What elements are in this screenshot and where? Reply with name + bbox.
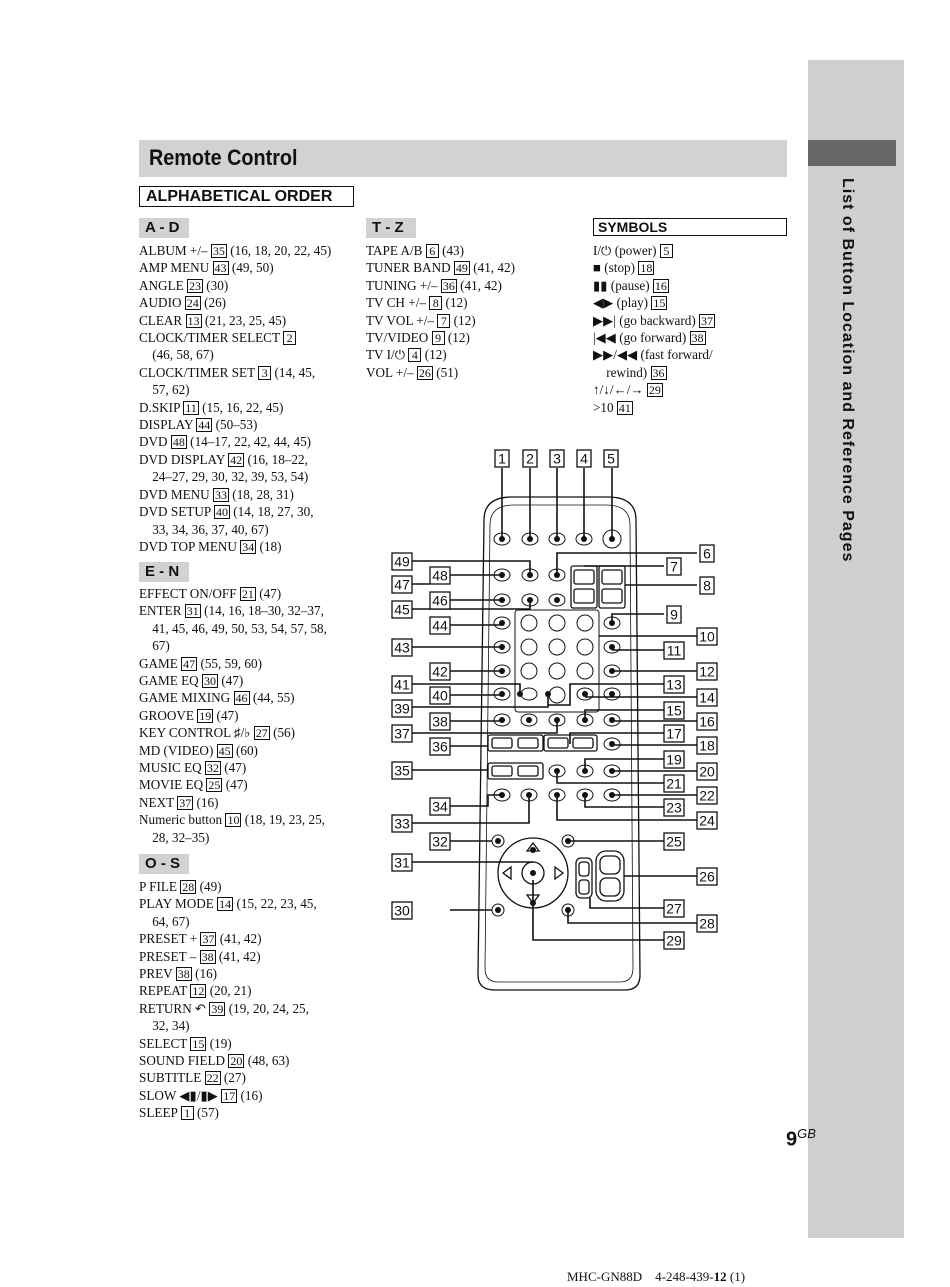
callout-number: 40 (432, 687, 448, 704)
index-entry: (46, 58, 67) (139, 347, 214, 363)
index-entry: ALBUM +/– 35 (16, 18, 20, 22, 45) (139, 243, 332, 258)
index-entry: TV I/⏻ 4 (12) (366, 347, 447, 363)
index-entry: PRESET + 37 (41, 42) (139, 931, 262, 947)
callout-number: 29 (666, 932, 682, 949)
index-entry: ↑/↓/←/→ 29 (593, 382, 661, 398)
index-entry: 64, 67) (139, 913, 190, 929)
index-entry: SLOW ◀▮/▮▶ 17 (16) (139, 1087, 263, 1103)
index-entry: CLOCK/TIMER SET 3 (14, 45, (139, 364, 316, 380)
callout-number: 31 (394, 854, 410, 871)
page-title: Remote Control (149, 145, 298, 170)
index-entry: 32, 34) (139, 1018, 190, 1034)
index-entry: SOUND FIELD 20 (48, 63) (139, 1053, 290, 1069)
index-entry: DVD MENU 33 (18, 28, 31) (139, 486, 294, 502)
callout-number: 49 (394, 553, 410, 570)
callout-number: 35 (394, 762, 410, 779)
index-entry: I/⏻ (power) 5 (593, 242, 715, 259)
index-entry: KEY CONTROL ♯/♭ 27 (56) (139, 725, 296, 741)
index-entry: >10 41 (593, 399, 631, 415)
index-entry: DISPLAY 44 (50–53) (139, 417, 258, 433)
index-entry: MOVIE EQ 25 (47) (139, 777, 248, 793)
index-entry: EFFECT ON/OFF 21 (47) (139, 586, 282, 601)
sidebar-vertical-label: List of Button Location and Reference Pages (839, 178, 856, 563)
callout-number: 18 (699, 737, 715, 754)
callout-number: 12 (699, 663, 715, 680)
index-entry: RETURN ↶ 39 (19, 20, 24, 25, (139, 1000, 309, 1016)
callout-number: 14 (699, 689, 715, 706)
index-entry: 41, 45, 46, 49, 50, 53, 54, 57, 58, (139, 620, 327, 636)
index-entry: VOL +/– 26 (51) (366, 364, 459, 380)
index-entry: DVD SETUP 40 (14, 18, 27, 30, (139, 504, 314, 520)
callout-number: 17 (666, 725, 682, 742)
callout-number: 10 (699, 628, 715, 645)
section-heading-e-n: E - N (139, 562, 189, 582)
callout-number: 32 (432, 833, 448, 850)
callout-number: 25 (666, 833, 682, 850)
callout-number: 15 (666, 702, 682, 719)
callout-number: 26 (699, 868, 715, 885)
index-entry: TV VOL +/– 7 (12) (366, 312, 476, 328)
callout-number: 38 (432, 713, 448, 730)
callout-number: 1 (498, 450, 506, 467)
index-entry: TV/VIDEO 9 (12) (366, 330, 470, 346)
callout-number: 9 (670, 606, 678, 623)
callout-number: 13 (666, 676, 682, 693)
callout-number: 2 (526, 450, 534, 467)
callout-number: 43 (394, 639, 410, 656)
index-entry: REPEAT 12 (20, 21) (139, 983, 252, 999)
index-entry: ■ (stop) 18 (593, 260, 653, 276)
index-entry: P FILE 28 (49) (139, 879, 222, 894)
alphabetical-order-heading: ALPHABETICAL ORDER (139, 186, 354, 207)
index-entry: GAME EQ 30 (47) (139, 673, 244, 689)
callout-number: 48 (432, 567, 448, 584)
index-entry: SLEEP 1 (57) (139, 1105, 219, 1121)
callout-number: 36 (432, 738, 448, 755)
callout-number: 33 (394, 815, 410, 832)
callout-number: 6 (703, 545, 711, 562)
index-entry: CLEAR 13 (21, 23, 25, 45) (139, 312, 287, 328)
callout-number: 34 (432, 798, 448, 815)
index-entry: 28, 32–35) (139, 829, 210, 845)
symbols-heading: SYMBOLS (593, 218, 787, 236)
callout-number: 27 (666, 900, 682, 917)
callout-number: 19 (666, 751, 682, 768)
section-heading-o-s: O - S (139, 854, 189, 874)
index-entry: GROOVE 19 (47) (139, 707, 239, 723)
page-number: $9^{GB}$ (786, 1126, 816, 1151)
index-entry: D.SKIP 11 (15, 16, 22, 45) (139, 399, 284, 415)
index-entry: TV CH +/– 8 (12) (366, 295, 468, 311)
index-entry: TUNER BAND 49 (41, 42) (366, 260, 515, 276)
index-entry: ◀▶ (play) 15 (593, 295, 666, 311)
index-entry: rewind) 36 (593, 364, 665, 380)
index-entry: 24–27, 29, 30, 32, 39, 53, 54) (139, 469, 309, 485)
callout-number: 30 (394, 902, 410, 919)
callout-number: 37 (394, 725, 410, 742)
index-entry: AMP MENU 43 (49, 50) (139, 260, 274, 276)
callout-number: 47 (394, 576, 410, 593)
index-entry: PRESET – 38 (41, 42) (139, 948, 261, 964)
index-entry: SELECT 15 (19) (139, 1035, 232, 1051)
callout-number: 20 (699, 763, 715, 780)
index-entry: ▶▶| (go backward) 37 (593, 312, 714, 328)
index-entry: 67) (139, 638, 170, 654)
index-entry: PLAY MODE 14 (15, 22, 23, 45, (139, 896, 317, 912)
index-entry: DVD TOP MENU 34 (18) (139, 538, 282, 554)
index-entry: NEXT 37 (16) (139, 794, 219, 810)
section-heading-a-d: A - D (139, 218, 189, 238)
callout-number: 23 (666, 799, 682, 816)
index-entry: MUSIC EQ 32 (47) (139, 760, 247, 776)
index-entry: PREV 38 (16) (139, 966, 218, 982)
index-entry: GAME MIXING 46 (44, 55) (139, 690, 295, 706)
callout-number: 11 (666, 642, 682, 659)
index-entry: DVD DISPLAY 42 (16, 18–22, (139, 451, 308, 467)
index-entry: TUNING +/– 36 (41, 42) (366, 277, 502, 293)
callout-number: 28 (699, 915, 715, 932)
section-heading-t-z: T - Z (366, 218, 416, 238)
index-entry: MD (VIDEO) 45 (60) (139, 742, 258, 758)
index-entry: ANGLE 23 (30) (139, 277, 229, 293)
callout-number: 7 (670, 558, 678, 575)
callout-number: 42 (432, 663, 448, 680)
index-entry: TAPE A/B 6 (43) (366, 243, 465, 258)
callout-number: 41 (394, 676, 410, 693)
index-entry: DVD 48 (14–17, 22, 42, 44, 45) (139, 434, 312, 450)
index-entry: ▶▶/◀◀ (fast forward/ (593, 347, 713, 363)
index-entry: GAME 47 (55, 59, 60) (139, 655, 262, 671)
index-entry: Numeric button 10 (18, 19, 23, 25, (139, 812, 325, 828)
callout-number: 16 (699, 713, 715, 730)
page-footer: MHC-GN88D 4-248-439-12 (1) (567, 1269, 746, 1284)
index-entry: ▮▮ (pause) 16 (593, 277, 667, 293)
callout-number: 24 (699, 812, 715, 829)
index-entry: 57, 62) (139, 382, 190, 398)
callout-number: 4 (580, 450, 588, 467)
index-entry: 33, 34, 36, 37, 40, 67) (139, 521, 269, 537)
callout-number: 46 (432, 592, 448, 609)
callout-number: 5 (607, 450, 615, 467)
callout-number: 39 (394, 700, 410, 717)
index-entry: CLOCK/TIMER SELECT 2 (139, 329, 331, 346)
callout-number: 45 (394, 601, 410, 618)
index-entry: |◀◀ (go forward) 38 (593, 330, 704, 346)
callout-number: 3 (553, 450, 561, 467)
callout-number: 44 (432, 617, 448, 634)
callout-number: 8 (703, 577, 711, 594)
callout-number: 21 (666, 775, 682, 792)
callout-number: 22 (699, 787, 715, 804)
index-entry: ENTER 31 (14, 16, 18–30, 32–37, (139, 603, 324, 619)
index-entry: SUBTITLE 22 (27) (139, 1070, 246, 1086)
index-entry: AUDIO 24 (26) (139, 295, 227, 311)
